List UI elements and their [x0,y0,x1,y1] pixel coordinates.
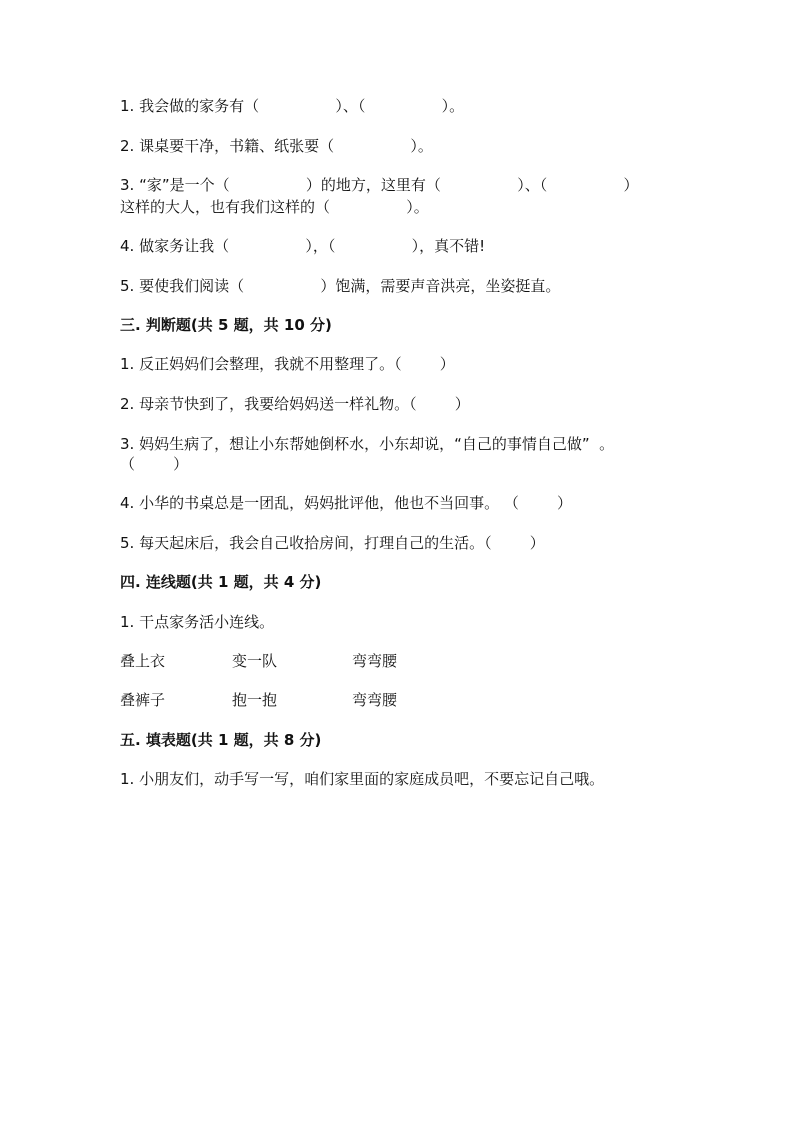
fill-in-q3-line1: 3. “家”是一个（ ）的地方，这里有（ ）、（ ） [120,176,639,194]
section5-q1: 1. 小朋友们，动手写一写，咱们家里面的家庭成员吧，不要忘记自己哦。 [120,770,605,788]
fill-in-q1: 1. 我会做的家务有（ ）、（ ）。 [120,97,465,115]
section3-q1: 1. 反正妈妈们会整理，我就不用整理了。（ ） [120,355,455,373]
fill-in-q3-line2: 这样的大人，也有我们这样的（ ）。 [120,198,429,216]
section4-heading: 四. 连线题(共 1 题，共 4 分) [120,573,322,591]
section3-heading: 三. 判断题(共 5 题，共 10 分) [120,316,332,334]
matching-item: 抱一抱 [232,691,278,709]
matching-item: 弯弯腰 [352,652,398,670]
matching-item: 变一队 [232,652,278,670]
fill-in-q5: 5. 要使我们阅读（ ）饱满，需要声音洪亮，坐姿挺直。 [120,277,561,295]
matching-item: 叠裤子 [120,691,166,709]
fill-in-q2: 2. 课桌要干净，书籍、纸张要（ ）。 [120,137,433,155]
section3-q5: 5. 每天起床后，我会自己收拾房间，打理自己的生活。（ ） [120,534,545,552]
section3-q2: 2. 母亲节快到了，我要给妈妈送一样礼物。（ ） [120,395,470,413]
fill-in-q4: 4. 做家务让我（ ），（ ），真不错! [120,237,486,255]
matching-item: 叠上衣 [120,652,166,670]
section5-heading: 五. 填表题(共 1 题，共 8 分) [120,731,322,749]
section3-q3-line1: 3. 妈妈生病了，想让小东帮她倒杯水，小东却说，“自己的事情自己做” 。 [120,435,615,453]
section3-q4: 4. 小华的书桌总是一团乱，妈妈批评他，他也不当回事。 （ ） [120,494,572,512]
matching-item: 弯弯腰 [352,691,398,709]
section4-q1: 1. 干点家务活小连线。 [120,613,275,631]
section3-q3-line2: （ ） [120,455,189,473]
